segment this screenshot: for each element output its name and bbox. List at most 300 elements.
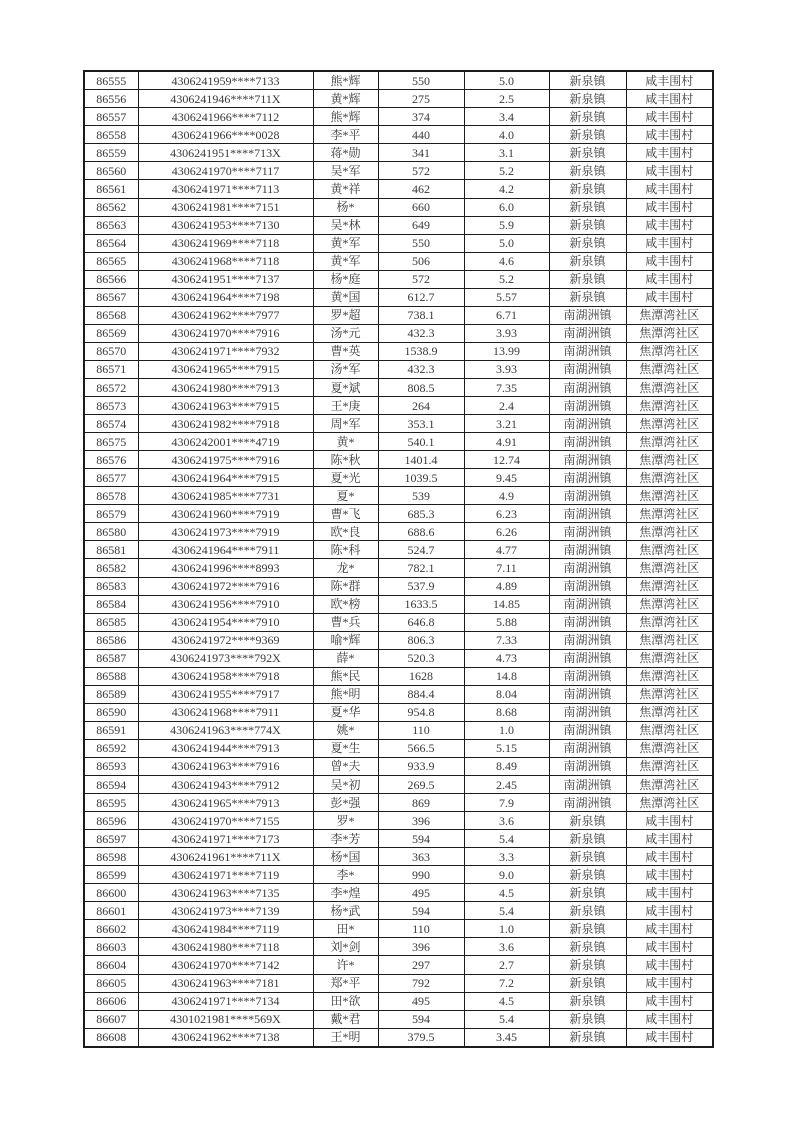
cell-quantity: 3.4 [464, 108, 549, 126]
cell-village: 焦潭湾社区 [626, 794, 713, 812]
cell-quantity: 9.0 [464, 866, 549, 884]
cell-quantity: 3.93 [464, 324, 549, 342]
cell-amount: 520.3 [378, 649, 464, 667]
cell-amount: 537.9 [378, 577, 464, 595]
table-row [84, 90, 713, 108]
cell-quantity: 2.5 [464, 90, 549, 108]
cell-name: 姚* [313, 721, 378, 739]
cell-village: 咸丰围村 [626, 956, 713, 974]
table-row [84, 1028, 713, 1047]
cell-quantity: 5.2 [464, 162, 549, 180]
cell-quantity: 1.0 [464, 721, 549, 739]
cell-quantity: 7.2 [464, 974, 549, 992]
cell-village: 焦潭湾社区 [626, 776, 713, 794]
cell-id_number: 4306241964****7911 [138, 541, 313, 559]
cell-id_number: 4306241970****7142 [138, 956, 313, 974]
cell-id_number: 4306241973****7919 [138, 523, 313, 541]
table-row [84, 577, 713, 595]
cell-quantity: 13.99 [464, 342, 549, 360]
cell-village: 咸丰围村 [626, 180, 713, 198]
cell-id_number: 4306241965****7915 [138, 360, 313, 378]
cell-town: 南湖洲镇 [549, 595, 626, 613]
cell-town: 南湖洲镇 [549, 487, 626, 505]
cell-seq: 86590 [84, 703, 138, 721]
cell-quantity: 3.3 [464, 848, 549, 866]
cell-id_number: 4306241953****7130 [138, 216, 313, 234]
cell-seq: 86594 [84, 776, 138, 794]
cell-village: 焦潭湾社区 [626, 667, 713, 685]
cell-seq: 86603 [84, 938, 138, 956]
cell-village: 焦潭湾社区 [626, 451, 713, 469]
cell-id_number: 4306241980****7118 [138, 938, 313, 956]
cell-town: 新泉镇 [549, 90, 626, 108]
cell-name: 龙* [313, 559, 378, 577]
cell-town: 南湖洲镇 [549, 559, 626, 577]
cell-village: 咸丰围村 [626, 270, 713, 288]
table-row [84, 830, 713, 848]
cell-name: 杨*武 [313, 902, 378, 920]
cell-seq: 86607 [84, 1010, 138, 1028]
cell-village: 咸丰围村 [626, 162, 713, 180]
table-row [84, 126, 713, 144]
cell-quantity: 9.45 [464, 469, 549, 487]
cell-seq: 86562 [84, 198, 138, 216]
cell-village: 焦潭湾社区 [626, 306, 713, 324]
cell-name: 陈*秋 [313, 451, 378, 469]
cell-seq: 86563 [84, 216, 138, 234]
cell-amount: 566.5 [378, 739, 464, 757]
cell-seq: 86589 [84, 685, 138, 703]
cell-village: 咸丰围村 [626, 216, 713, 234]
table-row [84, 631, 713, 649]
cell-amount: 524.7 [378, 541, 464, 559]
cell-town: 南湖洲镇 [549, 433, 626, 451]
table-row [84, 288, 713, 306]
cell-quantity: 8.68 [464, 703, 549, 721]
cell-town: 新泉镇 [549, 252, 626, 270]
cell-name: 李*煌 [313, 884, 378, 902]
cell-amount: 1633.5 [378, 595, 464, 613]
cell-village: 咸丰围村 [626, 198, 713, 216]
cell-quantity: 7.35 [464, 378, 549, 396]
cell-seq: 86558 [84, 126, 138, 144]
table-row [84, 613, 713, 631]
cell-name: 熊*民 [313, 667, 378, 685]
cell-town: 新泉镇 [549, 884, 626, 902]
cell-id_number: 4306241996****8993 [138, 559, 313, 577]
cell-village: 焦潭湾社区 [626, 649, 713, 667]
cell-amount: 1538.9 [378, 342, 464, 360]
table-row [84, 342, 713, 360]
cell-seq: 86579 [84, 505, 138, 523]
table-row [84, 378, 713, 396]
cell-id_number: 4306241965****7913 [138, 794, 313, 812]
table-row [84, 595, 713, 613]
cell-town: 南湖洲镇 [549, 505, 626, 523]
cell-seq: 86557 [84, 108, 138, 126]
cell-name: 吴*初 [313, 776, 378, 794]
table-row [84, 469, 713, 487]
cell-town: 南湖洲镇 [549, 342, 626, 360]
cell-amount: 806.3 [378, 631, 464, 649]
cell-quantity: 2.7 [464, 956, 549, 974]
cell-seq: 86593 [84, 757, 138, 775]
cell-village: 焦潭湾社区 [626, 721, 713, 739]
cell-seq: 86576 [84, 451, 138, 469]
cell-quantity: 4.89 [464, 577, 549, 595]
cell-amount: 353.1 [378, 415, 464, 433]
cell-quantity: 5.15 [464, 739, 549, 757]
table-row [84, 649, 713, 667]
cell-town: 新泉镇 [549, 198, 626, 216]
cell-village: 咸丰围村 [626, 252, 713, 270]
table-row [84, 71, 713, 90]
cell-village: 咸丰围村 [626, 90, 713, 108]
cell-seq: 86602 [84, 920, 138, 938]
cell-seq: 86556 [84, 90, 138, 108]
cell-town: 新泉镇 [549, 992, 626, 1010]
cell-name: 吴*林 [313, 216, 378, 234]
cell-id_number: 4306241964****7915 [138, 469, 313, 487]
table-row [84, 848, 713, 866]
cell-quantity: 12.74 [464, 451, 549, 469]
cell-amount: 396 [378, 938, 464, 956]
cell-town: 新泉镇 [549, 162, 626, 180]
cell-seq: 86561 [84, 180, 138, 198]
cell-village: 咸丰围村 [626, 902, 713, 920]
cell-town: 南湖洲镇 [549, 667, 626, 685]
table-row [84, 974, 713, 992]
cell-seq: 86608 [84, 1028, 138, 1047]
cell-village: 焦潭湾社区 [626, 541, 713, 559]
cell-id_number: 4306241970****7155 [138, 812, 313, 830]
cell-quantity: 4.6 [464, 252, 549, 270]
cell-name: 曹*英 [313, 342, 378, 360]
cell-id_number: 4306241966****7112 [138, 108, 313, 126]
cell-name: 夏* [313, 487, 378, 505]
cell-name: 夏*生 [313, 739, 378, 757]
cell-amount: 660 [378, 198, 464, 216]
cell-amount: 990 [378, 866, 464, 884]
cell-id_number: 4306241982****7918 [138, 415, 313, 433]
table-row [84, 108, 713, 126]
cell-town: 新泉镇 [549, 848, 626, 866]
cell-name: 熊*辉 [313, 108, 378, 126]
cell-name: 郑*平 [313, 974, 378, 992]
cell-village: 咸丰围村 [626, 71, 713, 90]
cell-id_number: 4306241973****792X [138, 649, 313, 667]
cell-amount: 506 [378, 252, 464, 270]
table-row [84, 812, 713, 830]
table-row [84, 757, 713, 775]
cell-id_number: 4306241961****711X [138, 848, 313, 866]
cell-seq: 86575 [84, 433, 138, 451]
cell-town: 新泉镇 [549, 1028, 626, 1047]
cell-name: 李*芳 [313, 830, 378, 848]
cell-village: 焦潭湾社区 [626, 613, 713, 631]
table-row [84, 306, 713, 324]
cell-village: 咸丰围村 [626, 974, 713, 992]
cell-town: 南湖洲镇 [549, 306, 626, 324]
table-row [84, 884, 713, 902]
cell-seq: 86578 [84, 487, 138, 505]
cell-village: 焦潭湾社区 [626, 378, 713, 396]
cell-amount: 297 [378, 956, 464, 974]
cell-id_number: 4306241984****7119 [138, 920, 313, 938]
cell-amount: 738.1 [378, 306, 464, 324]
cell-name: 杨* [313, 198, 378, 216]
cell-id_number: 4306241968****7118 [138, 252, 313, 270]
cell-seq: 86606 [84, 992, 138, 1010]
cell-id_number: 4306241969****7118 [138, 234, 313, 252]
cell-name: 黄*军 [313, 252, 378, 270]
cell-seq: 86559 [84, 144, 138, 162]
table-row [84, 541, 713, 559]
cell-town: 南湖洲镇 [549, 415, 626, 433]
cell-name: 罗* [313, 812, 378, 830]
cell-seq: 86586 [84, 631, 138, 649]
cell-town: 南湖洲镇 [549, 649, 626, 667]
cell-village: 咸丰围村 [626, 992, 713, 1010]
cell-seq: 86567 [84, 288, 138, 306]
cell-amount: 363 [378, 848, 464, 866]
cell-amount: 396 [378, 812, 464, 830]
cell-id_number: 4306241972****9369 [138, 631, 313, 649]
cell-amount: 495 [378, 884, 464, 902]
cell-id_number: 4306241963****7181 [138, 974, 313, 992]
table-row [84, 270, 713, 288]
cell-quantity: 6.0 [464, 198, 549, 216]
cell-id_number: 4306241962****7977 [138, 306, 313, 324]
cell-amount: 432.3 [378, 360, 464, 378]
cell-amount: 462 [378, 180, 464, 198]
cell-amount: 432.3 [378, 324, 464, 342]
cell-quantity: 8.49 [464, 757, 549, 775]
cell-id_number: 4306241985****7731 [138, 487, 313, 505]
table-row [84, 144, 713, 162]
cell-town: 新泉镇 [549, 71, 626, 90]
cell-id_number: 4306241963****774X [138, 721, 313, 739]
cell-amount: 495 [378, 992, 464, 1010]
cell-village: 焦潭湾社区 [626, 415, 713, 433]
cell-town: 新泉镇 [549, 216, 626, 234]
cell-id_number: 4306241970****7117 [138, 162, 313, 180]
cell-town: 新泉镇 [549, 234, 626, 252]
cell-id_number: 4306241971****7119 [138, 866, 313, 884]
cell-id_number: 4306241975****7916 [138, 451, 313, 469]
table-row [84, 992, 713, 1010]
cell-id_number: 4306241971****7134 [138, 992, 313, 1010]
cell-quantity: 4.73 [464, 649, 549, 667]
cell-id_number: 4306241966****0028 [138, 126, 313, 144]
cell-amount: 594 [378, 830, 464, 848]
cell-amount: 374 [378, 108, 464, 126]
cell-seq: 86572 [84, 378, 138, 396]
cell-village: 咸丰围村 [626, 938, 713, 956]
cell-name: 曾*夫 [313, 757, 378, 775]
cell-seq: 86600 [84, 884, 138, 902]
cell-village: 咸丰围村 [626, 866, 713, 884]
table-row [84, 505, 713, 523]
cell-quantity: 4.2 [464, 180, 549, 198]
cell-name: 汤*元 [313, 324, 378, 342]
cell-name: 戴*君 [313, 1010, 378, 1028]
cell-town: 南湖洲镇 [549, 577, 626, 595]
cell-amount: 869 [378, 794, 464, 812]
cell-quantity: 6.71 [464, 306, 549, 324]
cell-town: 南湖洲镇 [549, 685, 626, 703]
cell-id_number: 4306241951****713X [138, 144, 313, 162]
cell-id_number: 4306241971****7173 [138, 830, 313, 848]
cell-town: 新泉镇 [549, 920, 626, 938]
cell-name: 黄* [313, 433, 378, 451]
cell-village: 焦潭湾社区 [626, 360, 713, 378]
cell-id_number: 4306241956****7910 [138, 595, 313, 613]
cell-town: 南湖洲镇 [549, 324, 626, 342]
cell-name: 黄*祥 [313, 180, 378, 198]
table-row [84, 938, 713, 956]
cell-seq: 86585 [84, 613, 138, 631]
cell-amount: 550 [378, 234, 464, 252]
cell-amount: 550 [378, 71, 464, 90]
cell-town: 新泉镇 [549, 144, 626, 162]
cell-amount: 1628 [378, 667, 464, 685]
cell-village: 焦潭湾社区 [626, 757, 713, 775]
cell-quantity: 7.11 [464, 559, 549, 577]
cell-name: 熊*辉 [313, 71, 378, 90]
cell-id_number: 4306241954****7910 [138, 613, 313, 631]
cell-quantity: 5.4 [464, 1010, 549, 1028]
cell-amount: 540.1 [378, 433, 464, 451]
cell-village: 焦潭湾社区 [626, 324, 713, 342]
cell-village: 焦潭湾社区 [626, 685, 713, 703]
cell-id_number: 4306241946****711X [138, 90, 313, 108]
cell-id_number: 4306241951****7137 [138, 270, 313, 288]
cell-town: 南湖洲镇 [549, 776, 626, 794]
cell-name: 李* [313, 866, 378, 884]
cell-seq: 86595 [84, 794, 138, 812]
cell-village: 咸丰围村 [626, 234, 713, 252]
table-row [84, 721, 713, 739]
cell-town: 南湖洲镇 [549, 703, 626, 721]
cell-name: 黄*国 [313, 288, 378, 306]
cell-id_number: 4306241955****7917 [138, 685, 313, 703]
cell-town: 新泉镇 [549, 108, 626, 126]
cell-id_number: 4306241964****7198 [138, 288, 313, 306]
cell-id_number: 4301021981****569X [138, 1010, 313, 1028]
table-row [84, 703, 713, 721]
cell-quantity: 4.91 [464, 433, 549, 451]
table-row [84, 1010, 713, 1028]
cell-name: 杨*国 [313, 848, 378, 866]
cell-name: 陈*群 [313, 577, 378, 595]
cell-village: 焦潭湾社区 [626, 433, 713, 451]
cell-town: 南湖洲镇 [549, 757, 626, 775]
cell-quantity: 4.0 [464, 126, 549, 144]
cell-amount: 269.5 [378, 776, 464, 794]
cell-name: 杨*庭 [313, 270, 378, 288]
cell-name: 曹*兵 [313, 613, 378, 631]
cell-name: 黄*军 [313, 234, 378, 252]
cell-village: 焦潭湾社区 [626, 631, 713, 649]
cell-seq: 86569 [84, 324, 138, 342]
cell-quantity: 4.9 [464, 487, 549, 505]
cell-name: 彭*强 [313, 794, 378, 812]
cell-quantity: 1.0 [464, 920, 549, 938]
cell-town: 新泉镇 [549, 902, 626, 920]
cell-id_number: 4306241981****7151 [138, 198, 313, 216]
cell-name: 欧*良 [313, 523, 378, 541]
cell-quantity: 14.85 [464, 595, 549, 613]
cell-name: 李*平 [313, 126, 378, 144]
cell-amount: 646.8 [378, 613, 464, 631]
table-row [84, 956, 713, 974]
table-row [84, 234, 713, 252]
cell-name: 陈*科 [313, 541, 378, 559]
cell-town: 南湖洲镇 [549, 397, 626, 415]
cell-quantity: 5.57 [464, 288, 549, 306]
cell-quantity: 4.5 [464, 884, 549, 902]
cell-id_number: 4306241944****7913 [138, 739, 313, 757]
cell-town: 南湖洲镇 [549, 469, 626, 487]
cell-name: 夏*华 [313, 703, 378, 721]
cell-quantity: 8.04 [464, 685, 549, 703]
cell-amount: 1039.5 [378, 469, 464, 487]
cell-town: 南湖洲镇 [549, 451, 626, 469]
cell-seq: 86596 [84, 812, 138, 830]
table-row [84, 162, 713, 180]
cell-seq: 86587 [84, 649, 138, 667]
cell-quantity: 5.0 [464, 71, 549, 90]
cell-quantity: 3.6 [464, 812, 549, 830]
cell-amount: 933.9 [378, 757, 464, 775]
table-row [84, 902, 713, 920]
cell-amount: 612.7 [378, 288, 464, 306]
cell-amount: 275 [378, 90, 464, 108]
cell-village: 咸丰围村 [626, 812, 713, 830]
table-row [84, 198, 713, 216]
cell-amount: 649 [378, 216, 464, 234]
cell-seq: 86582 [84, 559, 138, 577]
cell-name: 夏*光 [313, 469, 378, 487]
cell-town: 新泉镇 [549, 180, 626, 198]
cell-village: 焦潭湾社区 [626, 577, 713, 595]
cell-seq: 86598 [84, 848, 138, 866]
cell-id_number: 4306241971****7932 [138, 342, 313, 360]
cell-town: 南湖洲镇 [549, 613, 626, 631]
cell-name: 王*庚 [313, 397, 378, 415]
cell-quantity: 5.9 [464, 216, 549, 234]
cell-village: 咸丰围村 [626, 848, 713, 866]
cell-seq: 86566 [84, 270, 138, 288]
cell-amount: 782.1 [378, 559, 464, 577]
cell-amount: 594 [378, 902, 464, 920]
table-row [84, 794, 713, 812]
cell-town: 南湖洲镇 [549, 360, 626, 378]
cell-amount: 792 [378, 974, 464, 992]
cell-village: 咸丰围村 [626, 830, 713, 848]
cell-seq: 86571 [84, 360, 138, 378]
cell-quantity: 4.77 [464, 541, 549, 559]
cell-town: 南湖洲镇 [549, 721, 626, 739]
cell-village: 咸丰围村 [626, 288, 713, 306]
cell-seq: 86560 [84, 162, 138, 180]
table-row [84, 920, 713, 938]
table-row [84, 252, 713, 270]
cell-seq: 86570 [84, 342, 138, 360]
cell-name: 喻*辉 [313, 631, 378, 649]
cell-town: 新泉镇 [549, 812, 626, 830]
